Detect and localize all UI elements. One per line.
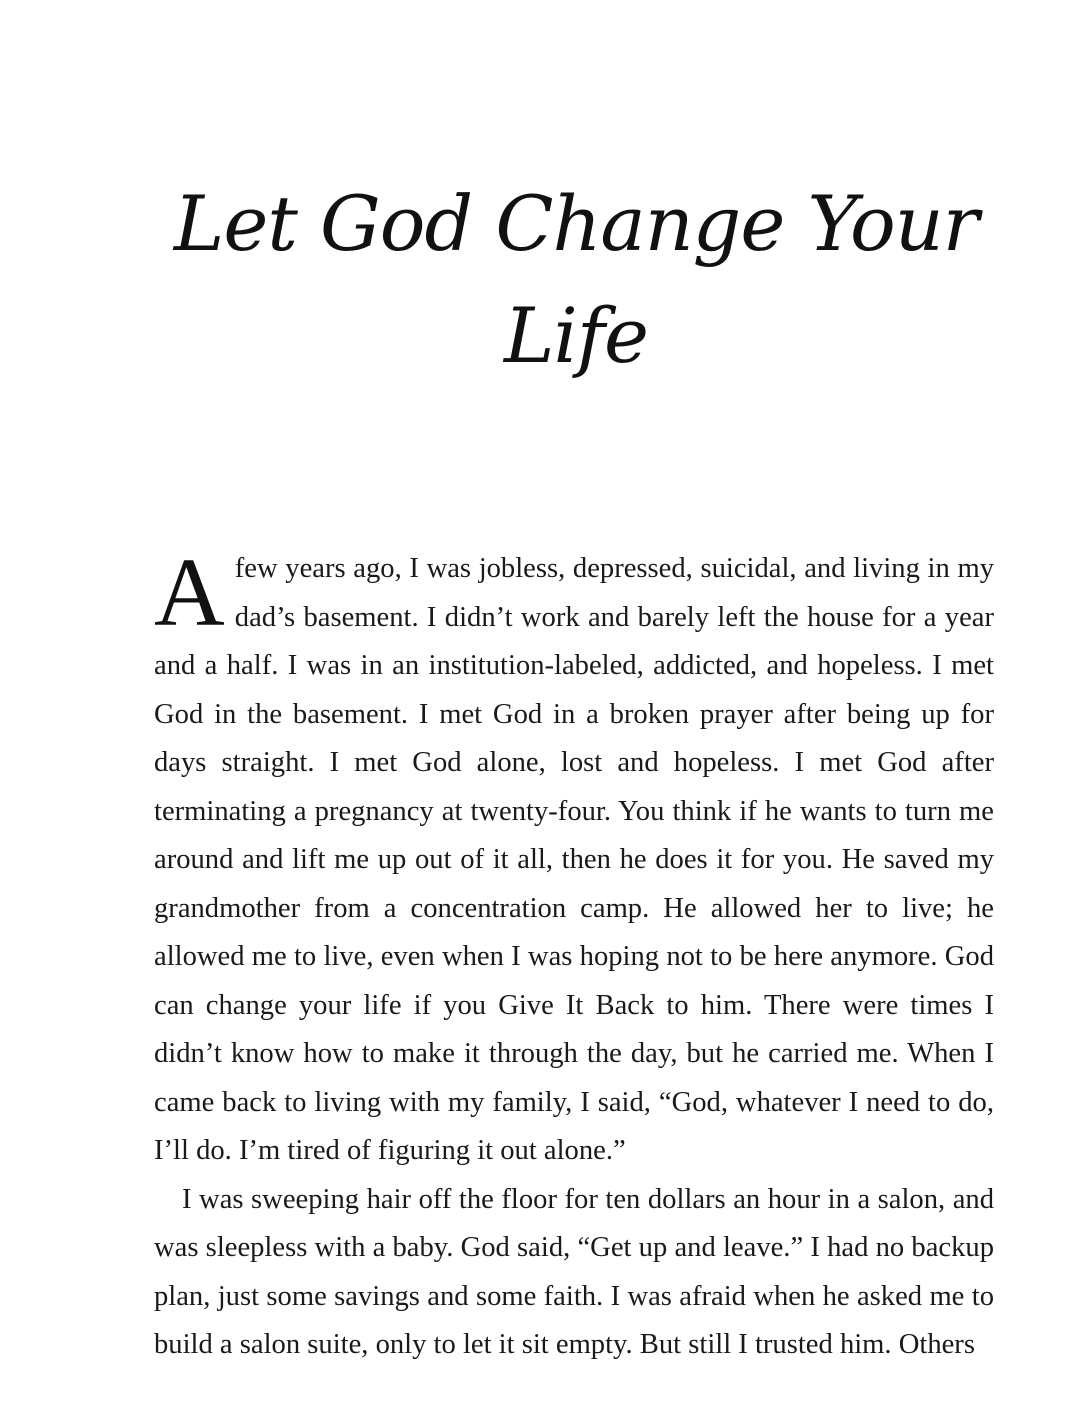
paragraph-1-text: few years ago, I was jobless, depressed, suicidal, and living in my dad’s basement. I didn’t work and barely left the house for a year and a half. I was in an institution-labeled, addicted, and hopeless. I met God in the basement. I met God in a broken prayer after being up for days straight. I met God alone, lost and hopeless. I met God after terminating a pregnancy at twenty-four. You think if he wants to turn me around and lift me up out of it all, then he does it for you. He saved my grandmother from a concentration camp. He allowed her to live; he allowed me to live, even when I was hoping not to be here anymore. God can change your life if you Give It Back to him. There were times I didn’t know how to make it through the day, but he carried me. When I came back to living with my family, I said, “God, whatever I need to do, I’ll do. I’m tired of figuring it out alone.”	[154, 553, 994, 1166]
chapter-title: Let God Change Your Life	[173, 179, 979, 380]
chapter-body	[154, 539, 994, 1370]
paragraph-1	[154, 539, 994, 1176]
paragraph-2: I was sweeping hair off the floor for ten dollars an hour in a salon, and was sleepless with a baby. God said, “Get up and leave.” I had no backup plan, just some savings and some faith. I was afraid when he asked me to build a salon suite, only to let it sit empty. But still I trusted him. Others	[154, 1183, 994, 1360]
drop-cap: A	[154, 539, 225, 647]
